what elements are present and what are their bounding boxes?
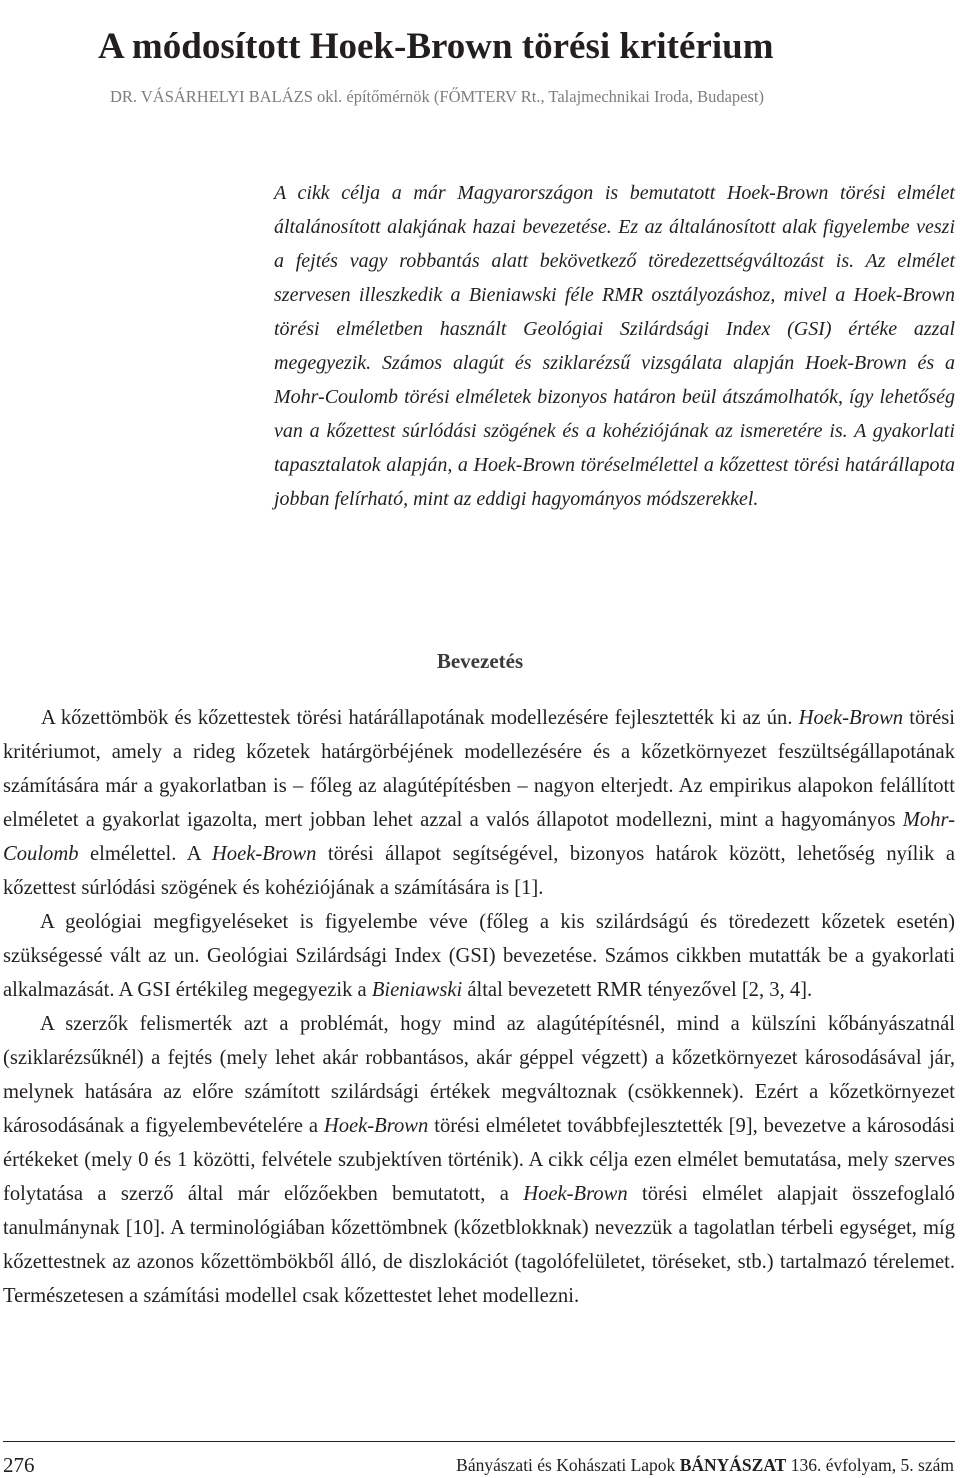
author-line: DR. VÁSÁRHELYI BALÁZS okl. építőmérnök (FŐMTERV Rt., Talajmechnikai Iroda, Budapest)	[110, 87, 764, 106]
abstract: A cikk célja a már Magyarországon is bemutatott Hoek-Brown törési elmélet általánosított alakjának hazai bevezetése. Ez az általánosított alak figyelembe veszi a fejtés vagy robbantás alatt bekövetkező töredezettségváltozást is. Az elmélet szervesen illeszkedik a Bieniawski féle RMR osztályozáshoz, mivel a Hoek-Brown törési elméletben használt Geológiai Szilárdsági Index (GSI) értéke azzal megegyezik. Számos alagút és sziklarézsű vizsgálata alapján Hoek-Brown és a Mohr-Coulomb törési elméletek bizonyos határon beül átszámolhatók, így lehetőség van a kőzettest súrlódási szögének és a kohéziójának az ismeretére is. A gyakorlati tapasztalatok alapján, a Hoek-Brown töréselmélettel a kőzettest törési határállapota jobban felírható, mint az eddigi hagyományos módszerekkel.	[274, 182, 955, 510]
text-run: törési kritériumot, amely a rideg kőzetek határgörbéjének modellezésére és a kőzetkörnyezet feszültségállapotának számítására már a gyakorlatban is – főleg az alagútépítésben – nagyon elterjedt. Az empirikus alapokon felállított elméletet a gyakorlat igazolta, mert jobban lehet azzal a valós állapotot modellezni, mint a hagyományos	[3, 707, 955, 831]
article-title: A módosított Hoek-Brown törési kritérium	[98, 25, 774, 67]
italic-name: Bieniawski	[371, 979, 463, 1001]
section-heading: Bevezetés	[436, 649, 524, 673]
journal-reference	[456, 1452, 954, 1478]
text-run: elmélettel. A	[78, 843, 212, 865]
text-run: törési elmélet alapjait összefoglaló tanulmánynak [10]. A terminológiában kőzettömbnek (kőzetblokknak) nevezzük a tagolatlan térbeli egységet, míg kőzettestnek az azonos kőzettömbökből álló, de diszlokációt (tagolófelületet, töréseket, stb.) tartalmazó térelemet. Természetesen a számítási modellel csak kőzettestet lehet modellezni.	[3, 1183, 955, 1307]
italic-name: Mohr-Coulomb	[3, 809, 955, 865]
journal-issue: 136. évfolyam, 5. szám	[786, 1455, 954, 1475]
text-run: A geológiai megfigyeléseket is figyelembe véve (főleg a kis szilárdságú és töredezett kőzetek esetén) szükségessé vált az un. Geológiai Szilárdsági Index (GSI) bevezetése. Számos cikkben mutatták be a gyakorlati alkalmazását. A GSI értékileg megegyezik a	[3, 911, 955, 1001]
italic-name: Hoek-Brown	[211, 843, 317, 865]
italic-name: Hoek-Brown	[523, 1183, 628, 1205]
paragraph-3	[3, 1007, 955, 1313]
body-text	[3, 701, 955, 1313]
text-run: törési elméletet továbbfejlesztették [9], bevezetve a károsodási értékeket (mely 0 és 1 közötti, felvétele szubjektíven történik). A cikk célja ezen elmélet bemutatása, mely szerves folytatása a szerző által már előzőekben bemutatott, a	[3, 1115, 955, 1205]
footer-divider	[3, 1441, 955, 1442]
journal-prefix: Bányászati és Kohászati Lapok	[456, 1455, 680, 1475]
text-run: által bevezetett RMR tényezővel [2, 3, 4].	[462, 979, 813, 1001]
italic-name: Hoek-Brown	[798, 707, 904, 729]
paragraph-1	[3, 701, 955, 905]
journal-name: BÁNYÁSZAT	[679, 1455, 787, 1475]
text-run: A kőzettömbök és kőzettestek törési határállapotának modellezésére fejlesztették ki az ún.	[41, 707, 799, 729]
text-run: törési állapot segítségével, bizonyos határok között, lehetőség nyílik a kőzettest súrlódási szögének és kohéziójának a számítására is [1].	[3, 843, 956, 899]
paragraph-2	[3, 905, 955, 1007]
text-run: A szerzők felismerték azt a problémát, hogy mind az alagútépítésnél, mind a külszíni kőbányászatnál (sziklarézsűknél) a fejtés (mely lehet akár robbantásos, akár géppel végzett) a kőzetkörnyezet károsodásával jár, melynek hatására az előre számított szilárdsági értékek megváltoznak (csökkennek). Ezért a kőzetkörnyezet károsodásának a figyelembevételére a	[3, 1013, 955, 1137]
page-number: 276	[3, 1453, 35, 1477]
italic-name: Hoek-Brown	[323, 1115, 429, 1137]
